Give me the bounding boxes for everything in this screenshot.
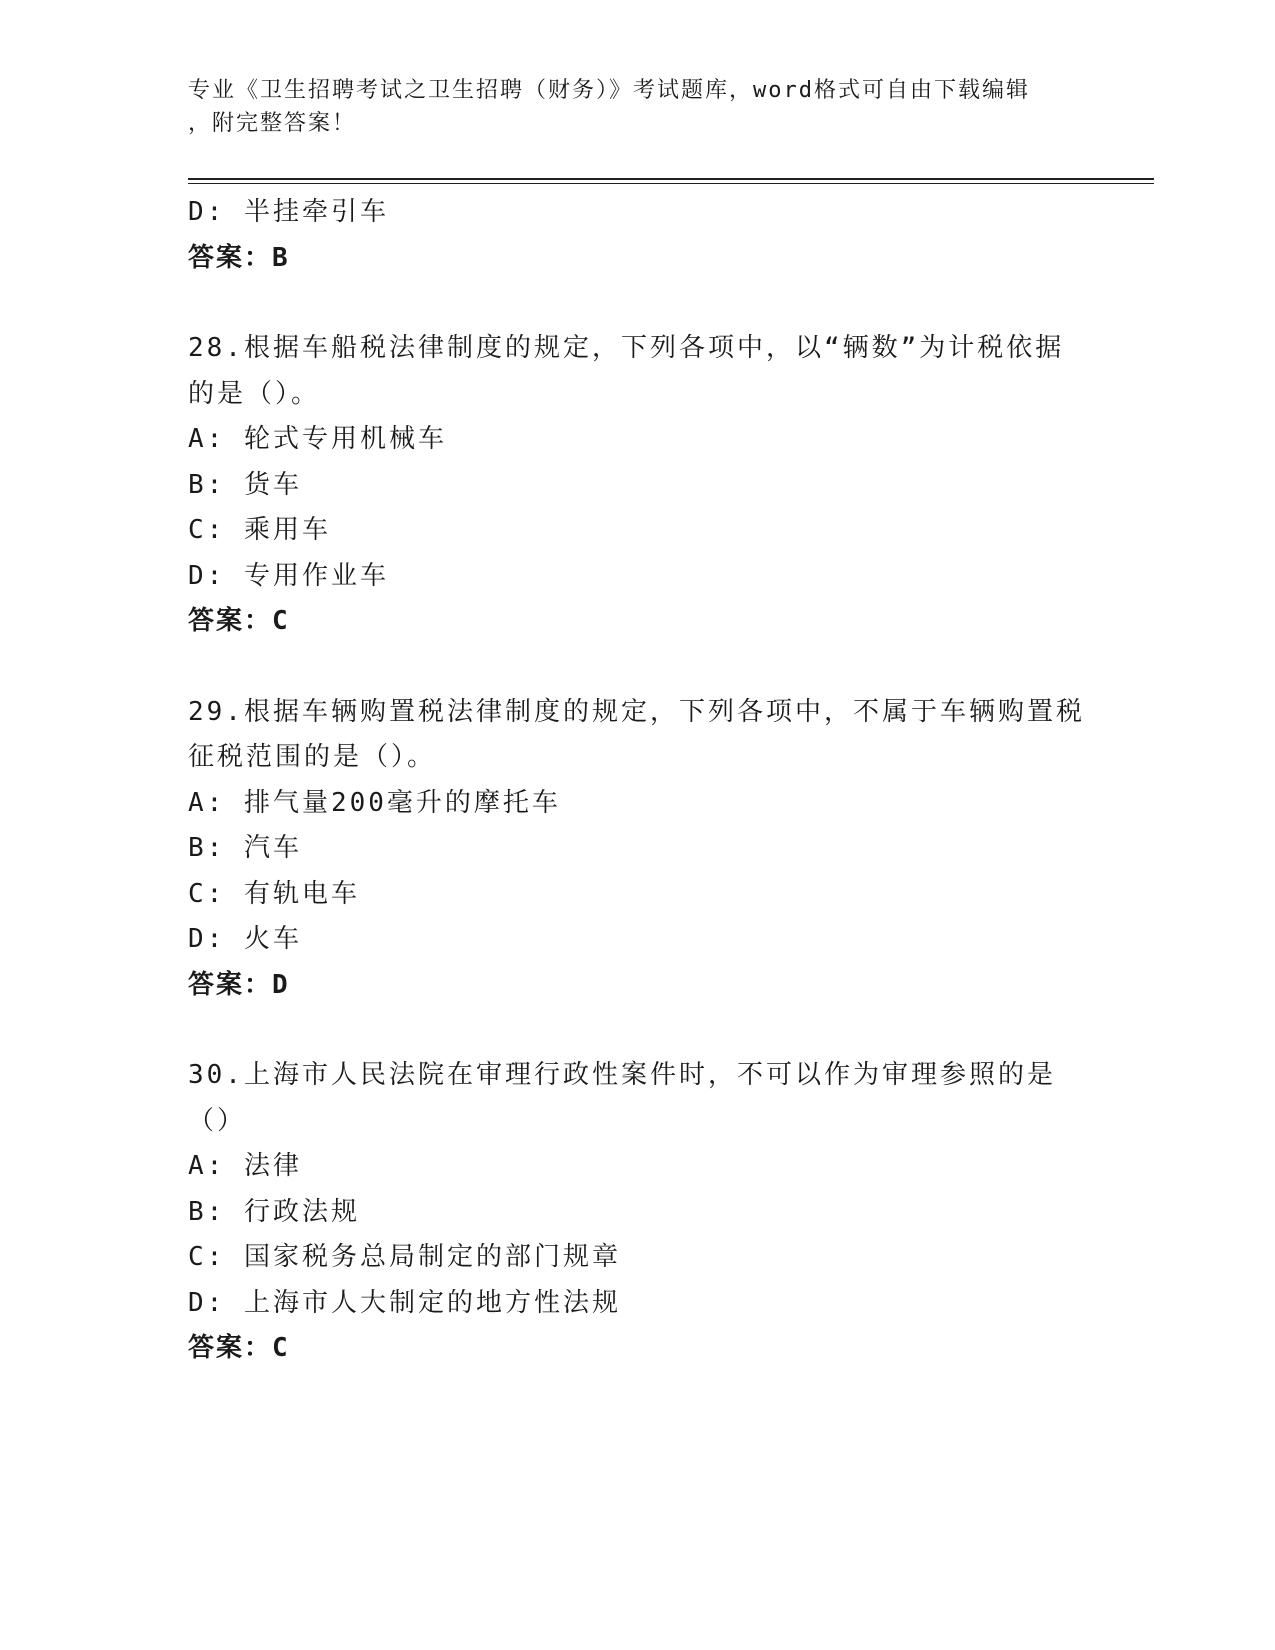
answer-line: 答案：C	[188, 606, 290, 636]
option-b: B: 货车	[188, 469, 302, 500]
question-29	[188, 690, 1088, 1009]
option-b: B: 汽车	[188, 833, 302, 863]
document-header	[188, 74, 1068, 140]
question-stem: 28.根据车船税法律制度的规定，下列各项中，以“辆数”为计税依据的是（）。	[188, 333, 1065, 409]
previous-question-fragment	[188, 190, 1088, 281]
option-c: C: 国家税务总局制定的部门规章	[188, 1242, 621, 1272]
answer-line: 答案：C	[188, 1333, 290, 1363]
header-line-1: 专业《卫生招聘考试之卫生招聘（财务）》考试题库，word格式可自由下载编辑	[188, 78, 1030, 103]
header-divider-thick	[188, 178, 1154, 180]
option-a: A: 排气量200毫升的摩托车	[188, 787, 561, 818]
question-stem: 29.根据车辆购置税法律制度的规定，下列各项中，不属于车辆购置税征税范围的是（）。	[188, 696, 1085, 772]
option-a: A: 法律	[188, 1151, 302, 1181]
option-d: D: 半挂牵引车	[188, 197, 389, 227]
option-d: D: 上海市人大制定的地方性法规	[188, 1287, 621, 1318]
answer-line: 答案：D	[188, 969, 290, 1000]
option-a: A: 轮式专用机械车	[188, 424, 447, 454]
header-line-2: ，附完整答案！	[188, 111, 357, 136]
option-c: C: 有轨电车	[188, 878, 360, 909]
question-stem: 30.上海市人民法院在审理行政性案件时，不可以作为审理参照的是（）	[188, 1060, 1056, 1136]
option-c: C: 乘用车	[188, 515, 331, 545]
header-divider-thin	[188, 183, 1154, 184]
question-30	[188, 1053, 1088, 1372]
answer-line: 答案：B	[188, 242, 290, 273]
document-body	[188, 190, 1088, 1372]
question-28	[188, 326, 1088, 645]
option-b: B: 行政法规	[188, 1196, 360, 1227]
option-d: D: 专用作业车	[188, 560, 389, 591]
option-d: D: 火车	[188, 924, 302, 954]
